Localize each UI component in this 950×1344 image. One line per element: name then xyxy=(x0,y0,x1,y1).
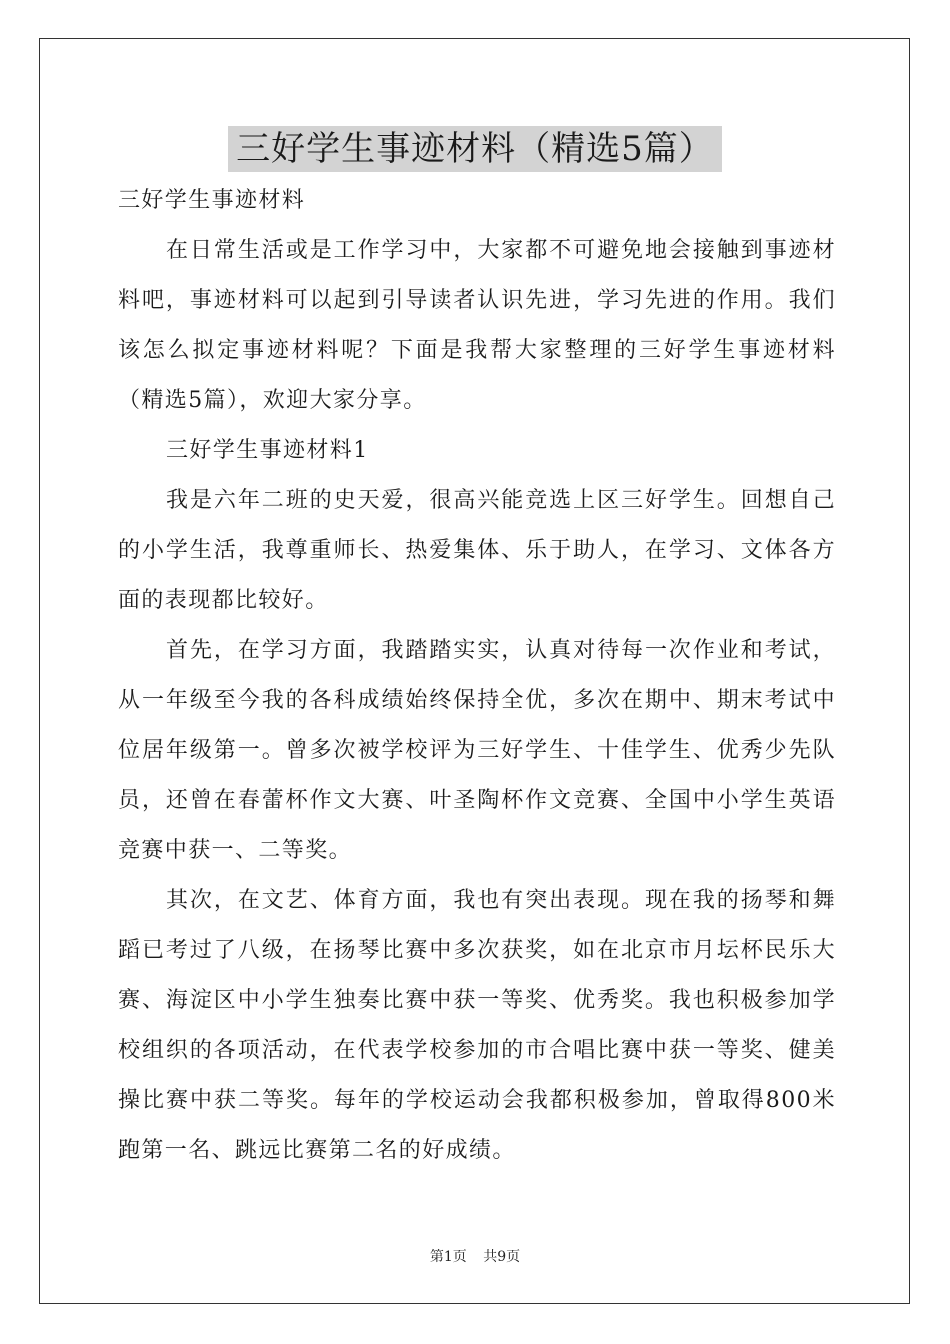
body-paragraph: 首先，在学习方面，我踏踏实实，认真对待每一次作业和考试，从一年级至今我的各科成绩始终保持全优，多次在期中、期末考试中位居年级第一。曾多次被学校评为三好学生、十佳学生、优秀少先队员，还曾在春蕾杯作文大赛、叶圣陶杯作文竞赛、全国中小学生英语竞赛中获一、二等奖。 xyxy=(118,638,836,863)
page-number: 第1页 xyxy=(429,1249,467,1265)
page-footer xyxy=(0,1246,950,1266)
body-paragraph: 我是六年二班的史天爱，很高兴能竞选上区三好学生。回想自己的小学生活，我尊重师长、热爱集体、乐于助人，在学习、文体各方面的表现都比较好。 xyxy=(118,488,836,613)
subsection-heading: 三好学生事迹材料1 xyxy=(166,438,369,463)
document-title: 三好学生事迹材料（精选5篇） xyxy=(228,126,722,172)
document-body xyxy=(118,176,836,1176)
total-pages: 共9页 xyxy=(483,1249,521,1265)
body-paragraph: 其次，在文艺、体育方面，我也有突出表现。现在我的扬琴和舞蹈已考过了八级，在扬琴比赛中多次获奖，如在北京市月坛杯民乐大赛、海淀区中小学生独奏比赛中获一等奖、优秀奖。我也积极参加学校组织的各项活动，在代表学校参加的市合唱比赛中获一等奖、健美操比赛中获二等奖。每年的学校运动会我都积极参加，曾取得800米跑第一名、跳远比赛第二名的好成绩。 xyxy=(118,888,836,1163)
title-container xyxy=(0,126,950,172)
section-heading: 三好学生事迹材料 xyxy=(118,188,306,213)
intro-paragraph: 在日常生活或是工作学习中，大家都不可避免地会接触到事迹材料吧，事迹材料可以起到引导读者认识先进，学习先进的作用。我们该怎么拟定事迹材料呢？下面是我帮大家整理的三好学生事迹材料（精选5篇），欢迎大家分享。 xyxy=(118,238,836,413)
